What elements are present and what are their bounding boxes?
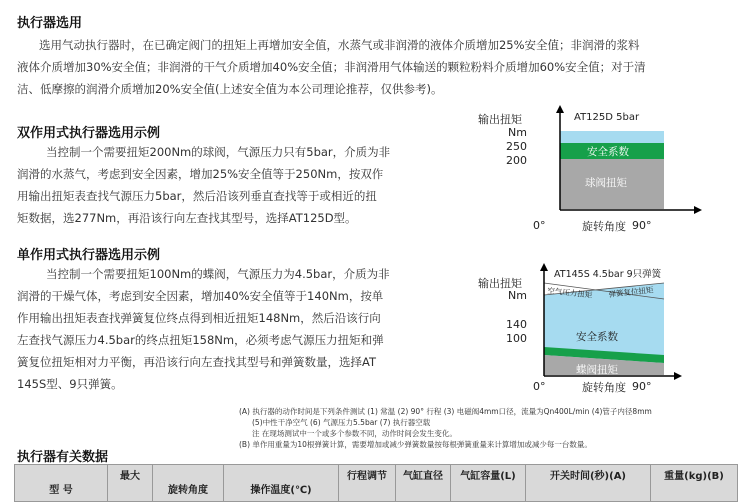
double-line-1: 当控制一个需要扭矩200Nm的球阀，气源压力只有5bar，介质为非 xyxy=(46,145,391,159)
chart1-title: AT125D 5bar xyxy=(574,112,640,123)
single-line-3: 作用输出扭矩表查找弹簧复位终点得到相近扭矩148Nm，然后沿该行向 xyxy=(17,311,381,325)
section-title-data: 执行器有关数据 xyxy=(17,450,109,465)
chart2-body-label: 蝶阀扭矩 xyxy=(576,364,618,376)
note-a: (A) 执行器的动作时间是下列条件测试 (1) 常温 (2) 90° 行程 (3) 电磁阀4mm口径，流量为Qn400L/min (4)管子内径8mm xyxy=(239,407,652,416)
select-line-2: 液体介质增加30%安全值；非润滑的干气介质增加40%安全值；非润滑用气体输送的颗粒粉料介质增加60%安全值；对于清 xyxy=(17,60,646,74)
spec-table-header-row xyxy=(15,465,738,502)
chart1-tick-200: 200 xyxy=(506,154,527,167)
section-title-double: 双作用式执行器选用示例 xyxy=(17,126,161,141)
chart2-band-label: 安全系数 xyxy=(576,331,618,343)
spec-table xyxy=(14,464,738,502)
chart2-x0: 0° xyxy=(533,380,546,393)
single-line-4: 左查找气源压力4.5bar的终点扭矩158Nm，必须考虑气源压力扭矩和弹 xyxy=(17,333,384,347)
col-volume: 气缸容量(L) xyxy=(451,465,526,502)
col-temperature: 操作温度(℃) xyxy=(224,465,339,502)
chart1-ylabel-1: 输出扭矩 xyxy=(478,113,522,126)
col-bore: 气缸直径 xyxy=(396,465,451,502)
note-b: (B) 单作用重量为10根弹簧计算，需要增加或减少弹簧数量按每根弹簧重量来计算增加或减少每一台数量。 xyxy=(239,440,592,449)
single-line-5: 簧复位扭矩相对力平衡，再沿该行向左查找其型号和弹簧数量，选择AT xyxy=(17,355,376,369)
single-line-2: 润滑的干燥气体，考虑到安全因素，增加40%安全值等于140Nm，按单 xyxy=(17,289,384,303)
chart1-body-label: 球阀扭矩 xyxy=(585,177,627,189)
double-line-2: 润滑的水蒸气，考虑到安全因素，增加25%安全值等于250Nm，按双作 xyxy=(17,167,384,181)
double-line-4: 矩数据，选277Nm，再沿该行向左查找其型号，选择AT125D型。 xyxy=(17,211,357,225)
chart2-tick-140: 140 xyxy=(506,318,527,331)
chart1-x90: 90° xyxy=(632,219,652,232)
chart2-xlabel: 旋转角度 xyxy=(582,381,626,394)
chart2-y-arrow xyxy=(540,263,548,271)
col-max: 最大 xyxy=(108,465,153,502)
chart-single-acting xyxy=(470,263,710,393)
chart1-tick-250: 250 xyxy=(506,140,527,153)
single-line-1: 当控制一个需要扭矩100Nm的蝶阀，气源压力为4.5bar，介质为非 xyxy=(46,267,390,281)
chart2-ylabel-1: 输出扭矩 xyxy=(478,277,522,290)
chart2-spring-label: 弹簧复位扭矩 xyxy=(608,285,654,299)
select-line-3: 洁、低摩擦的润滑介质增加20%安全值(上述安全值为本公司理论推荐，仅供参考)。 xyxy=(17,82,443,96)
col-rotation: 旋转角度 xyxy=(153,465,224,502)
col-time: 开关时间(秒)(A) xyxy=(526,465,651,502)
col-weight: 重量(kg)(B) xyxy=(651,465,738,502)
col-adjust: 行程调节 xyxy=(339,465,396,502)
chart2-tick-100: 100 xyxy=(506,332,527,345)
section-title-single: 单作用式执行器选用示例 xyxy=(17,248,161,263)
single-paragraph xyxy=(17,263,390,395)
chart2-x90: 90° xyxy=(632,380,652,393)
chart1-xlabel: 旋转角度 xyxy=(582,220,626,233)
chart1-x0: 0° xyxy=(533,219,546,232)
double-line-3: 用输出扭矩表查找气源压力5bar，然后沿该列垂直查找等于或相近的扭 xyxy=(17,189,377,203)
chart2-air-label: 空气压力扭矩 xyxy=(546,285,593,300)
chart2-ylabel-2: Nm xyxy=(508,289,527,302)
chart1-x-arrow xyxy=(694,206,702,214)
select-line-1: 选用气动执行器时，在已确定阀门的扭矩上再增加安全值，水蒸气或非润滑的液体介质增加25%安全值；非润滑的浆料 xyxy=(39,38,640,52)
note-remark: 注 在现场测试中一个或多个参数不同，动作时间会发生变化。 xyxy=(252,429,457,438)
chart2-x-arrow xyxy=(674,372,682,380)
col-model: 型 号 xyxy=(15,465,108,502)
chart1-band-label: 安全系数 xyxy=(587,146,629,158)
chart-double-acting xyxy=(470,103,710,235)
chart1-ylabel-2: Nm xyxy=(508,126,527,139)
note-a-cont: (5)中性干净空气 (6) 气源压力5.5bar (7) 执行器空载 xyxy=(252,418,431,427)
double-paragraph xyxy=(17,141,390,229)
section-title-select: 执行器选用 xyxy=(17,16,83,31)
single-line-6: 145S型、9只弹簧。 xyxy=(17,377,123,391)
notes xyxy=(239,406,652,450)
select-paragraph xyxy=(17,34,646,100)
chart2-title: AT145S 4.5bar 9只弹簧 xyxy=(554,269,662,280)
chart1-y-arrow xyxy=(556,105,564,113)
